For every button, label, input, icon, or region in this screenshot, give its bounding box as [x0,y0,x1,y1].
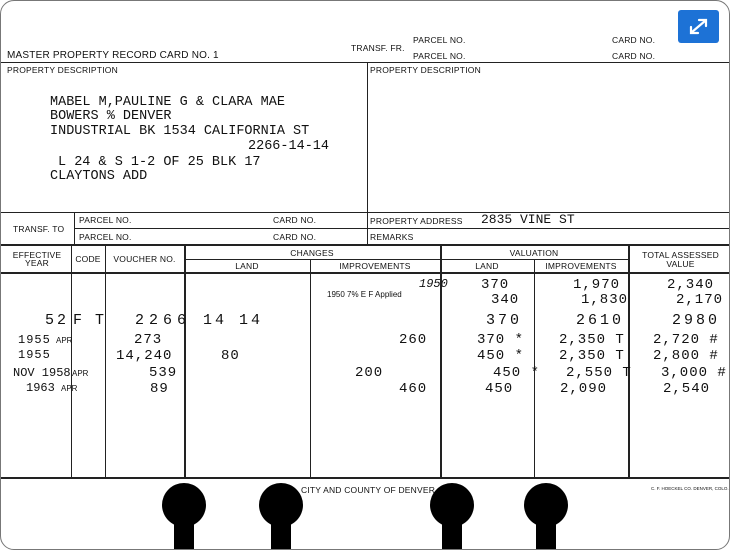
legal-description: L 24 & S 1-2 OF 25 BLK 17 [58,155,261,170]
rule [74,228,730,229]
rule [628,244,630,477]
changes-improvements-header: IMPROVEMENTS [339,261,411,271]
row-4-voucher: 14,240 [116,348,173,364]
row-6-voucher: 89 [150,381,169,397]
row-2-improvements: 2610 [576,312,625,329]
subdivision: CLAYTONS ADD [50,169,148,184]
rule [367,62,368,245]
row-6-year: 1963 [26,381,55,395]
rule [1,212,730,213]
row-6-total: 2,540 [663,381,711,397]
rule [1,62,730,63]
row-0-year: 1950 [419,277,448,291]
row-5-changes-improvements: 200 [355,365,384,381]
property-description-label-right: PROPERTY DESCRIPTION [370,65,481,75]
transfer-parcel-no-2: PARCEL NO. [79,232,132,242]
owner-line-2: BOWERS % DENVER [50,109,172,124]
card-no-label-2: CARD NO. [612,51,656,61]
valuation-header: VALUATION [509,248,559,258]
row-1-land: 340 [491,292,520,308]
row-3-land: 370 * [477,332,525,348]
property-description-label: PROPERTY DESCRIPTION [7,65,118,75]
row-4-changes-land: 80 [221,348,240,364]
row-5-land: 450 * [493,365,541,381]
binder-hole-2 [258,483,304,550]
row-2-land: 370 [486,312,523,329]
parcel-no-label-1: PARCEL NO. [413,35,466,45]
rule [1,477,730,479]
row-6-year-note: APR [61,384,78,393]
row-3-changes-improvements: 260 [399,332,428,348]
row-2-code: F T [73,312,107,329]
row-0-land: 370 [481,277,510,293]
row-5-improvements: 2,550 T [566,365,632,381]
changes-header: CHANGES [290,248,334,258]
rule [1,272,730,274]
row-0-note: 1950 7% E F Applied [327,290,402,299]
remarks-label: REMARKS [370,232,414,242]
transfer-card-no-2: CARD NO. [273,232,317,242]
row-3-year-note: APR [56,336,73,345]
row-4-improvements: 2,350 T [559,348,625,364]
rule [1,244,730,246]
card-title: MASTER PROPERTY RECORD CARD NO. 1 [7,50,219,61]
row-3-total: 2,720 # [653,332,719,348]
binder-hole-4 [523,483,569,550]
code-header: CODE [75,254,101,264]
rule [310,259,311,477]
row-6-land: 450 [485,381,514,397]
owner-line-1: MABEL M,PAULINE G & CLARA MAE [50,95,285,110]
rule [184,244,186,477]
footer-city: CITY AND COUNTY OF DENVER [301,485,436,495]
property-address-label: PROPERTY ADDRESS [370,216,463,226]
owner-line-3: INDUSTRIAL BK 1534 CALIFORNIA ST [50,124,310,139]
property-address: 2835 VINE ST [481,212,575,227]
rule [105,244,106,477]
row-5-voucher: 539 [149,365,178,381]
row-6-changes-improvements: 460 [399,381,428,397]
row-4-year: 1955 [18,348,51,362]
row-2-year: 52 [45,312,70,329]
row-2-changes-land: 14 14 [203,312,264,329]
rule [74,212,75,245]
row-5-year: NOV 1958 [13,366,71,380]
row-1-improvements: 1,830 [581,292,629,308]
row-4-total: 2,800 # [653,348,719,364]
expand-button[interactable] [678,10,719,43]
transfer-card-no-1: CARD NO. [273,215,317,225]
total-assessed-value-header: TOTAL ASSESSED VALUE [642,250,719,269]
row-2-voucher: 2266 [135,312,192,329]
valuation-land-header: LAND [475,261,499,271]
card-no-label-1: CARD NO. [612,35,656,45]
row-1-total: 2,170 [676,292,724,308]
effective-year-header: EFFECTIVE YEAR [12,250,62,268]
voucher-no-header: VOUCHER NO. [113,254,176,264]
rule [184,259,628,260]
footer-printer: C. F. HOECKEL CO. DENVER, COLO. [651,486,729,491]
row-3-voucher: 273 [134,332,163,348]
valuation-improvements-header: IMPROVEMENTS [545,261,617,271]
row-3-improvements: 2,350 T [559,332,625,348]
parcel-no-label-2: PARCEL NO. [413,51,466,61]
transfer-parcel-no-1: PARCEL NO. [79,215,132,225]
row-6-improvements: 2,090 [560,381,608,397]
transf-to-label: TRANSF. TO [13,224,65,234]
row-2-total: 2980 [672,312,721,329]
expand-icon [678,10,719,43]
parcel-number: 2266-14-14 [248,139,330,154]
row-5-total: 3,000 # [661,365,727,381]
row-4-land: 450 * [477,348,525,364]
row-0-improvements: 1,970 [573,277,621,293]
row-5-year-note: APR [72,369,89,378]
rule [71,244,72,477]
row-3-year: 1955 [18,333,51,347]
binder-hole-1 [161,483,207,550]
binder-hole-3 [429,483,475,550]
row-0-total: 2,340 [667,277,715,293]
changes-land-header: LAND [235,261,259,271]
transf-fr-label: TRANSF. FR. [351,43,405,53]
